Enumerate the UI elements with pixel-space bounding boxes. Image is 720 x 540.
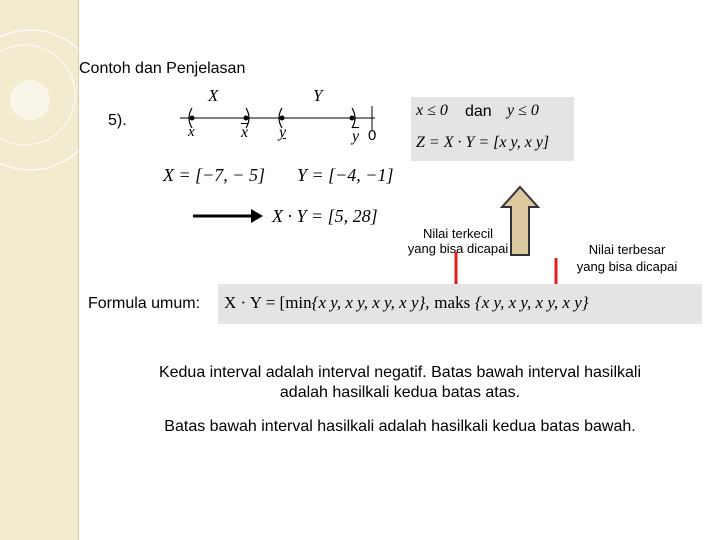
zero-label: 0 <box>368 127 377 144</box>
note-largest-line1: Nilai terbesar <box>588 242 666 257</box>
slide-heading: Contoh dan Penjelasan <box>79 60 246 77</box>
result-formula: Z = X · Y = [x y, x y] <box>416 134 550 151</box>
formula-expression <box>224 293 589 313</box>
formula-box <box>218 284 702 324</box>
explanation-1-line2: adalah hasilkali kedua batas atas. <box>279 384 521 401</box>
formula-prefix: X · Y = [min <box>224 293 312 312</box>
condition-and: dan <box>465 103 492 120</box>
explanation-1-line1: Kedua interval adalah interval negatif. Batas bawah interval hasilkali <box>158 364 642 381</box>
set-label-Y: Y <box>313 86 323 105</box>
right-arrow-icon <box>193 206 265 226</box>
note-smallest-line2: yang bisa dicapai <box>407 241 509 256</box>
condition-box <box>411 97 574 161</box>
formula-label: Formula umum: <box>88 295 201 312</box>
explanation-2: Batas bawah interval hasilkali adalah hasilkali kedua batas bawah. <box>164 418 636 435</box>
product-interval: X · Y = [5, 28] <box>272 206 378 226</box>
condition-x: x ≤ 0 <box>416 102 448 119</box>
decorative-sidebar <box>0 0 79 540</box>
formula-maks: maks <box>434 293 471 312</box>
note-largest <box>560 241 694 275</box>
sidebar-circles-decoration <box>0 0 78 540</box>
interval-Y: Y = [−4, −1] <box>297 165 394 185</box>
x-lower-bound: x <box>188 124 195 140</box>
x-upper-bound: $\overline{x}$ <box>241 124 249 141</box>
note-smallest-line1: Nilai terkecil <box>422 226 494 241</box>
interval-X: X = [−7, − 5] <box>163 165 265 185</box>
y-lower-bound: y <box>279 124 287 141</box>
formula-max-terms: {x y, x y, x y, x y} <box>474 293 589 312</box>
condition-y: y ≤ 0 <box>507 102 539 119</box>
note-largest-line2: yang bisa dicapai <box>576 259 678 274</box>
explanation-1 <box>90 363 710 403</box>
example-number: 5). <box>108 112 127 129</box>
formula-min-terms: {x y, x y, x y, x y}, <box>311 293 430 312</box>
set-label-X: X <box>208 86 219 105</box>
y-upper-bound: $\overline{y}$ <box>352 128 360 145</box>
